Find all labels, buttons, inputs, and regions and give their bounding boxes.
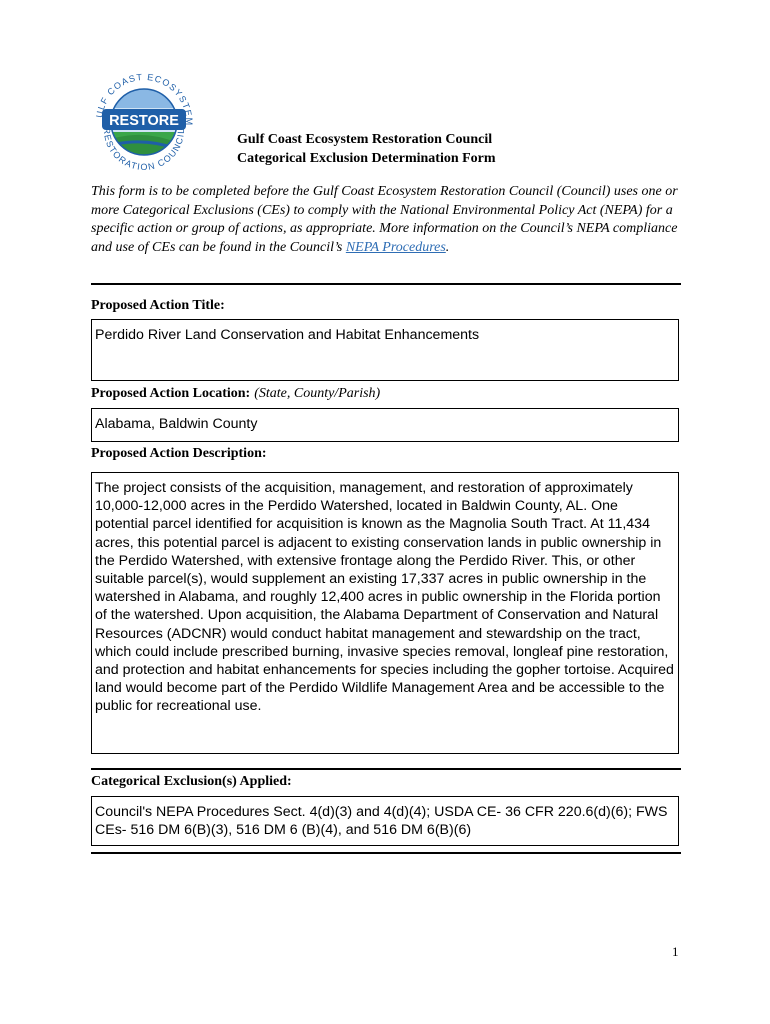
section-divider <box>91 283 681 285</box>
logo-arc-bottom-text: RESTORATION COUNCIL <box>101 127 187 173</box>
proposed-action-description-field[interactable]: The project consists of the acquisition, management, and restoration of approximately 10,000-12,000 acres in the Perdido Watershed, located in Baldwin County, AL. One potential parcel identified for acquisition is known as the Magnolia South Tract. At 11,434 acres, this potential parcel is adjacent to existing conservation lands in public ownership in the Perdido Watershed, with extensive frontage along the Perdido River. This, or other suitable parcel(s), would supplement an existing 17,337 acres in public ownership in the watershed in Alabama, and roughly 12,400 acres in public ownership in the Florida portion of the watershed. Upon acquisition, the Alabama Department of Conservation and Natural Resources (ADCNR) would conduct habitat management and stewardship on the tract, which could include prescribed burning, invasive species removal, longleaf pine restoration, and protection and habitat enhancements for species including the gopher tortoise. Acquired land would become part of the Perdido Wildlife Management Area and be accessible to the public for recreational use. <box>91 472 679 754</box>
proposed-action-title-label: Proposed Action Title: <box>91 298 225 313</box>
proposed-action-location-label <box>91 385 380 403</box>
proposed-action-location-field[interactable]: Alabama, Baldwin County <box>91 408 679 442</box>
nepa-procedures-link[interactable]: NEPA Procedures <box>345 239 446 255</box>
intro-paragraph <box>91 183 681 257</box>
restore-logo-graphic <box>88 64 200 176</box>
categorical-exclusions-label: Categorical Exclusion(s) Applied: <box>91 774 292 789</box>
proposed-action-description-label: Proposed Action Description: <box>91 446 267 461</box>
location-label-text: Proposed Action Location: <box>91 386 251 401</box>
intro-text: This form is to be completed before the Gulf Coast Ecosystem Restoration Council (Council) uses one or more Categorical Exclusions (CEs) to comply with the National Environmental Policy Act (NEPA) for a specific action or group of actions, as appropriate. More information on the Council’s NEPA compliance and use of CEs can be found in the Council’s <box>91 184 678 255</box>
header-form-title: Categorical Exclusion Determination Form <box>237 151 496 166</box>
proposed-action-title-field[interactable]: Perdido River Land Conservation and Habitat Enhancements <box>91 319 679 381</box>
logo-arc-top-text: ULF COAST ECOSYSTEM <box>94 71 195 127</box>
header-org-name: Gulf Coast Ecosystem Restoration Council <box>237 132 493 147</box>
logo-center-text: RESTORE <box>109 113 179 129</box>
form-header <box>237 130 496 168</box>
location-hint: (State, County/Parish) <box>254 386 381 401</box>
page-number: 1 <box>672 944 679 959</box>
intro-tail: . <box>445 239 450 255</box>
restore-council-logo <box>88 64 200 176</box>
section-divider <box>91 852 681 854</box>
categorical-exclusions-field[interactable]: Council's NEPA Procedures Sect. 4(d)(3) and 4(d)(4); USDA CE- 36 CFR 220.6(d)(6); FWS CEs- 516 DM 6(B)(3), 516 DM 6 (B)(4), and 516 DM 6(B)(6) <box>91 796 679 846</box>
section-divider <box>91 768 681 770</box>
